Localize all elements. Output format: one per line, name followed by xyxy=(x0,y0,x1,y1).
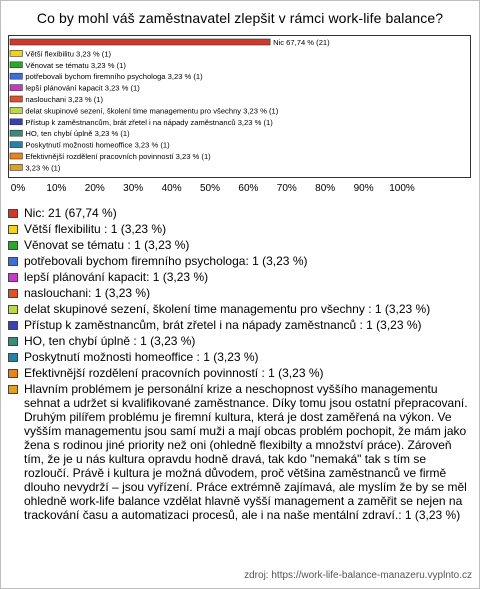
legend-label: HO, ten chybí úplně : 1 (3,23 %) xyxy=(24,334,196,348)
bar-1 xyxy=(10,50,22,56)
bar-5 xyxy=(10,96,22,102)
legend-label: Hlavním problémem je personální krize a neschopnost vyššího managementu sehnat a udržet si kvalifikované zaměstnance. Díky tomu jsou ostatní přepracovaní. Druhým pilířem problému je firemní kultura, která je dost zaměřená na výkon. Ve vyšším managementu jsou samí muži a mají obcas problém pochopit, že mám jako žena s rodinou jiné priority než oni (ohledně flexibilty a množství práce). Zároveň tím, že je u nás kultura opravdu hodně dravá, tak kdo "nemaká" tak s tím se rozloučí. Právě i kultura je možná důvodem, proč většina zaměstnanců ve firmě dlouho nevydrží – jsou vyřízení. Práce extrémně zajímavá, ale myslím že by se měl ohledně work-life balance vzdělat hlavně vyšší management a zaměřit se nejen na trackování času a automatizaci procesů, ale i na naše mentální zdraví.: 1 (3,23 %) xyxy=(24,382,468,522)
x-tick-label: 50% xyxy=(199,183,221,194)
legend-item xyxy=(8,286,470,300)
bar-2 xyxy=(10,62,22,68)
legend-swatch xyxy=(8,385,18,394)
legend-swatch xyxy=(8,321,18,330)
legend-label: Věnovat se tématu : 1 (3,23 %) xyxy=(24,238,190,252)
legend-item xyxy=(8,302,470,316)
legend-swatch xyxy=(8,337,18,346)
bar-label-8: HO, ten chybí úplně 3,23 % (1) xyxy=(25,129,130,139)
x-tick-label: 30% xyxy=(123,183,144,194)
bar-label-5: naslouchani 3,23 % (1) xyxy=(25,95,104,104)
bar-3 xyxy=(10,73,22,79)
bar-label-2: Věnovat se tématu 3,23 % (1) xyxy=(25,60,126,70)
legend-swatch xyxy=(8,241,18,250)
legend-label: Efektivnější rozdělení pracovních povinností : 1 (3,23 %) xyxy=(24,366,324,380)
bar-label-4: lepší plánování kapacit 3,23 % (1) xyxy=(25,83,140,93)
bar-0 xyxy=(10,39,270,45)
legend-swatch xyxy=(8,369,18,378)
legend-item xyxy=(8,238,470,252)
legend xyxy=(8,206,470,524)
legend-swatch xyxy=(8,225,18,234)
bar-label-1: Větší flexibilitu 3,23 % (1) xyxy=(25,49,112,59)
legend-item xyxy=(8,334,470,348)
x-tick-label: 100% xyxy=(389,183,415,194)
chart-title: Co by mohl váš zaměstnavatel zlepšit v rámci work-life balance? xyxy=(36,10,444,26)
bar-label-7: Přístup k zaměstnancům, brát zřetel i na nápady zaměstnanců 3,23 % (1) xyxy=(25,117,273,127)
bar-9 xyxy=(10,142,22,148)
bar-10 xyxy=(10,153,22,159)
x-tick-label: 70% xyxy=(276,183,297,194)
x-tick-label: 40% xyxy=(161,183,182,194)
legend-item xyxy=(8,318,470,332)
x-tick-label: 60% xyxy=(238,183,259,194)
legend-swatch xyxy=(8,257,18,266)
bar-label-10: Efektivnější rozdělení pracovních povinností 3,23 % (1) xyxy=(25,152,211,161)
legend-label: lepší plánování kapacit: 1 (3,23 %) xyxy=(24,270,209,284)
legend-label: Větší flexibilitu : 1 (3,23 %) xyxy=(24,222,167,236)
plot-area xyxy=(8,35,471,178)
bar-label-6: delat skupinové sezení, školení time managementu pro všechny 3,23 % (1) xyxy=(25,106,279,116)
legend-item xyxy=(8,270,470,284)
legend-label: delat skupinové sezení, školení time managementu pro všechny : 1 (3,23 %) xyxy=(24,302,431,316)
bars-svg xyxy=(9,36,470,177)
bar-4 xyxy=(10,85,22,91)
legend-item xyxy=(8,350,470,364)
legend-swatch xyxy=(8,209,18,218)
bar-label-0: Nic 67,74 % (21) xyxy=(273,38,330,47)
bar-label-9: Poskytnutí možnosti homeoffice 3,23 % (1) xyxy=(25,140,170,150)
x-tick-label: 90% xyxy=(353,183,374,194)
legend-label: Přístup k zaměstnancům, brát zřetel i na nápady zaměstnanců : 1 (3,23 %) xyxy=(24,318,422,332)
bar-11 xyxy=(10,164,22,170)
legend-item xyxy=(8,254,470,268)
bar-label-11: 3,23 % (1) xyxy=(25,163,61,173)
bar-8 xyxy=(10,130,22,136)
bar-6 xyxy=(10,107,22,113)
legend-label: Poskytnutí možnosti homeoffice : 1 (3,23 %) xyxy=(24,350,259,364)
legend-label: Nic: 21 (67,74 %) xyxy=(24,206,117,220)
legend-item xyxy=(8,206,470,220)
x-tick-label: 10% xyxy=(46,183,67,194)
source-link[interactable]: zdroj: https://work-life-balance-manazeru.vyplnto.cz xyxy=(244,570,472,581)
x-tick-label: 0% xyxy=(10,183,26,194)
legend-item xyxy=(8,382,470,522)
bar-7 xyxy=(10,119,22,125)
legend-swatch xyxy=(8,353,18,362)
legend-label: naslouchani: 1 (3,23 %) xyxy=(24,286,151,300)
legend-swatch xyxy=(8,305,18,314)
bar-label-3: potřebovali bychom firemního psychologa 3,23 % (1) xyxy=(25,72,203,82)
legend-item xyxy=(8,366,470,380)
legend-swatch xyxy=(8,289,18,298)
legend-swatch xyxy=(8,273,18,282)
legend-item xyxy=(8,222,470,236)
x-tick-label: 20% xyxy=(84,183,105,194)
legend-label: potřebovali bychom firemního psychologa: 1 (3,23 %) xyxy=(24,254,308,268)
x-tick-label: 80% xyxy=(315,183,336,194)
